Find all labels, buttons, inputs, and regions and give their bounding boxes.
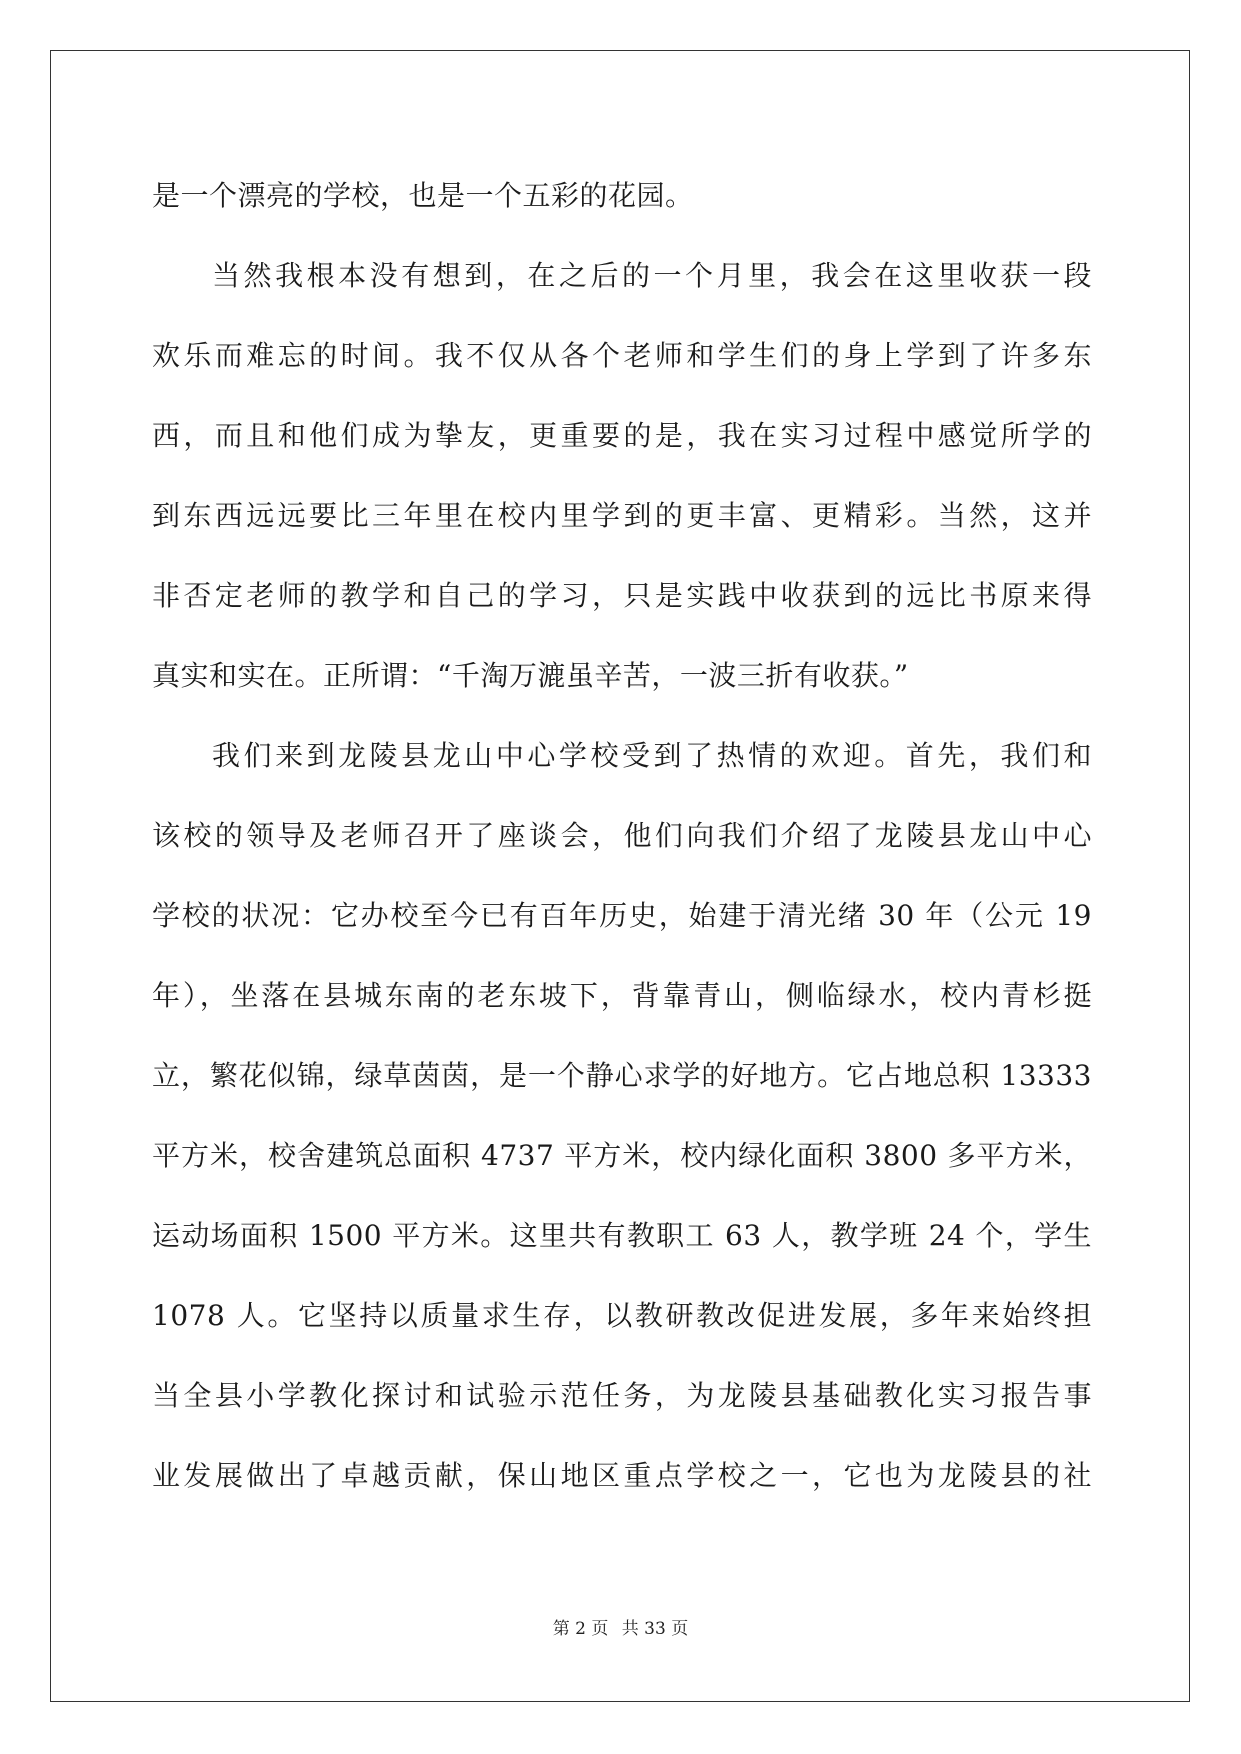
paragraph-line: 欢乐而难忘的时间。我不仅从各个老师和学生们的身上学到了许多东 [152, 339, 1092, 372]
paragraph-line: 当然我根本没有想到，在之后的一个月里，我会在这里收获一段 [212, 259, 1092, 292]
paragraph-line: 年），坐落在县城东南的老东坡下，背靠青山，侧临绿水，校内青杉挺 [152, 979, 1092, 1012]
page-total: 共 33 页 [621, 1619, 689, 1639]
paragraph-line: 该校的领导及老师召开了座谈会，他们向我们介绍了龙陵县龙山中心 [152, 819, 1092, 852]
paragraph-line: 当全县小学教化探讨和试验示范任务，为龙陵县基础教化实习报告事 [152, 1379, 1092, 1412]
paragraph-line: 运动场面积 1500 平方米。这里共有教职工 63 人，教学班 24 个，学生 [152, 1219, 1092, 1252]
page-number: 第 2 页 [552, 1619, 609, 1639]
paragraph-line: 1078 人。它坚持以质量求生存，以教研教改促进发展，多年来始终担 [152, 1299, 1092, 1332]
paragraph-line: 学校的状况：它办校至今已有百年历史，始建于清光绪 30 年（公元 19 [152, 899, 1092, 932]
paragraph-line: 业发展做出了卓越贡献，保山地区重点学校之一，它也为龙陵县的社 [152, 1459, 1092, 1492]
document-body [152, 156, 1092, 1516]
paragraph-line: 是一个漂亮的学校，也是一个五彩的花园。 [152, 179, 694, 212]
paragraph-line: 立，繁花似锦，绿草茵茵，是一个静心求学的好地方。它占地总积 13333 [152, 1059, 1092, 1092]
page-footer [0, 1614, 1241, 1639]
paragraph-line: 我们来到龙陵县龙山中心学校受到了热情的欢迎。首先，我们和 [212, 739, 1092, 772]
paragraph-line: 到东西远远要比三年里在校内里学到的更丰富、更精彩。当然，这并 [152, 499, 1092, 532]
paragraph-line: 西，而且和他们成为挚友，更重要的是，我在实习过程中感觉所学的 [152, 419, 1092, 452]
paragraph-line: 非否定老师的教学和自己的学习，只是实践中收获到的远比书原来得 [152, 579, 1092, 612]
paragraph-line: 平方米，校舍建筑总面积 4737 平方米，校内绿化面积 3800 多平方米， [152, 1139, 1092, 1172]
paragraph-line: 真实和实在。正所谓：“千淘万漉虽辛苦，一波三折有收获。” [152, 659, 909, 692]
